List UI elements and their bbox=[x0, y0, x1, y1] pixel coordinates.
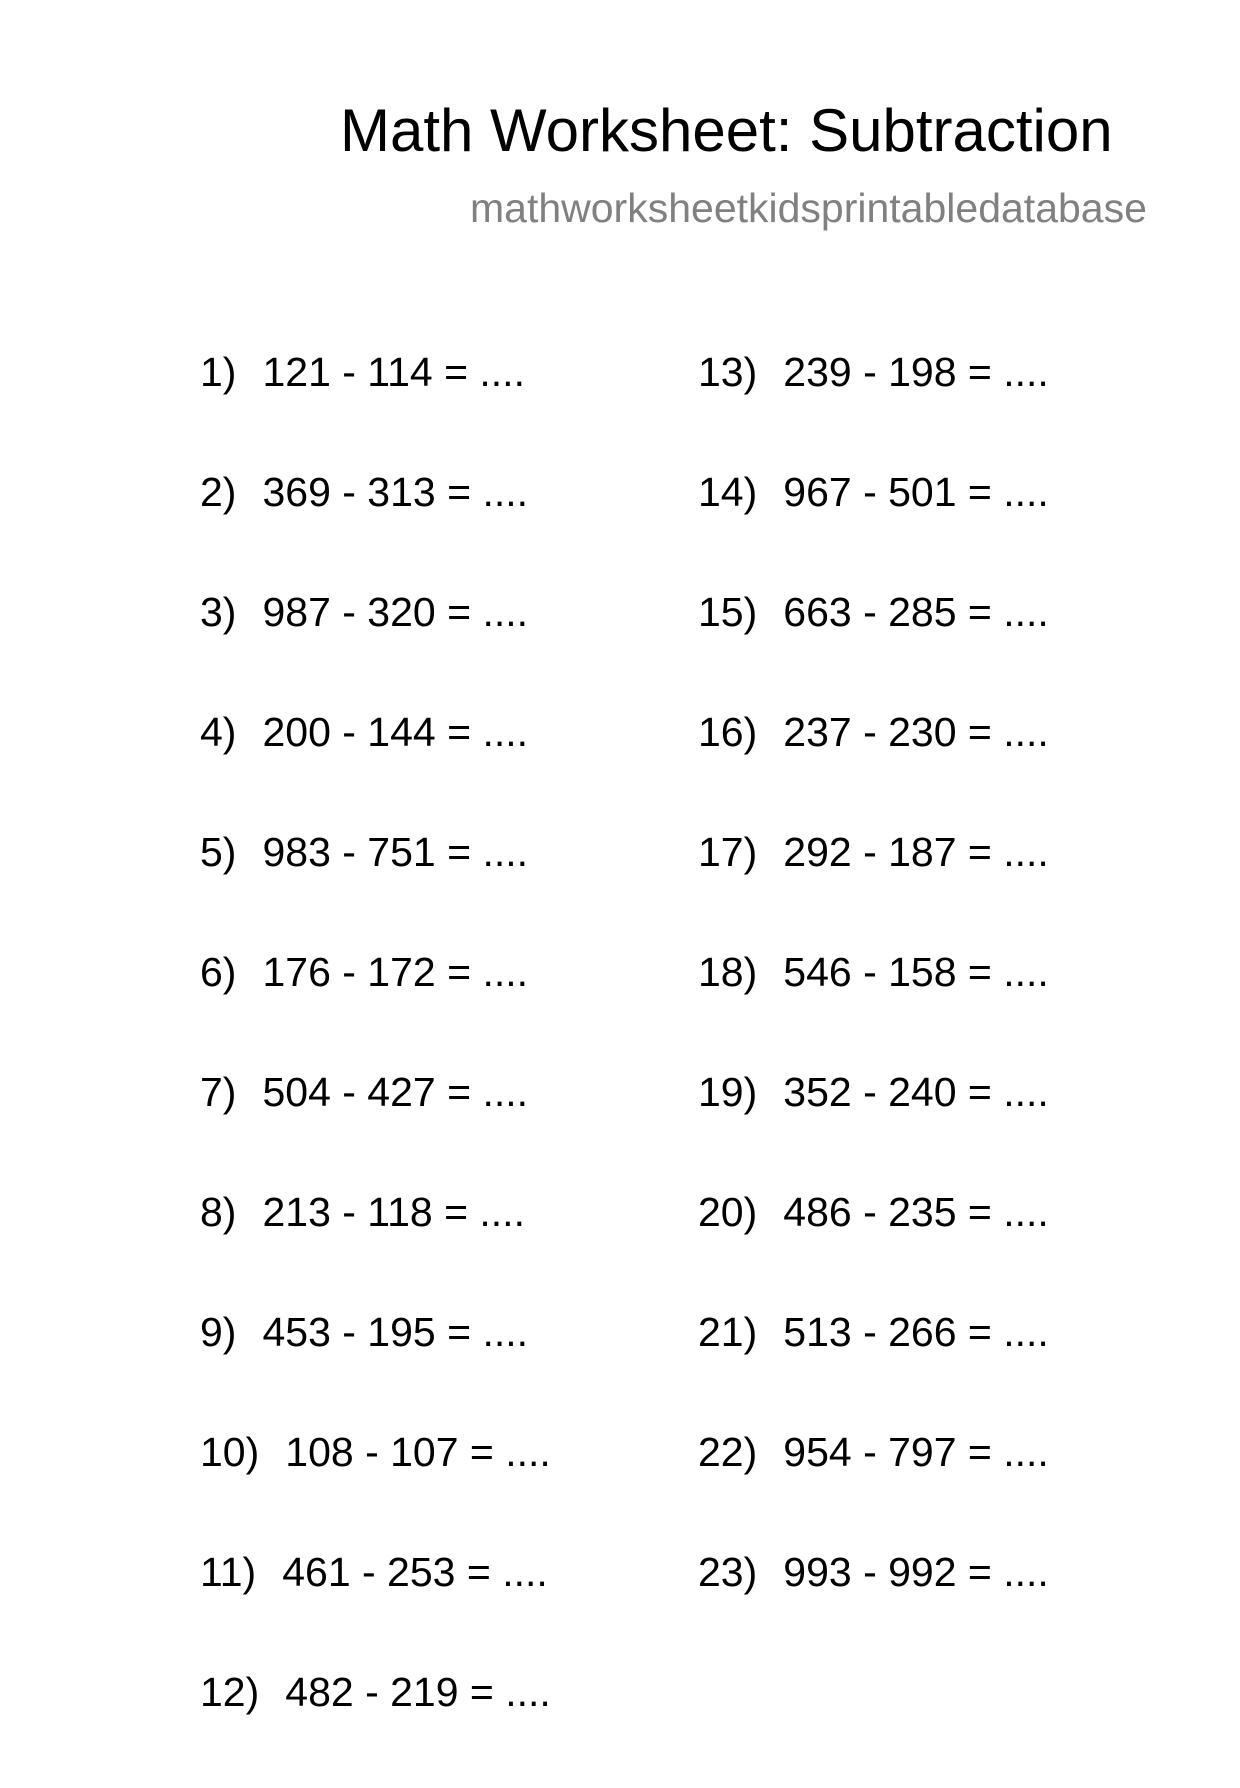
problem-expression: 237 - 230 = .... bbox=[783, 709, 1049, 755]
problem-15 bbox=[698, 588, 1049, 708]
problem-number: 21) bbox=[698, 1309, 758, 1355]
problem-number: 18) bbox=[698, 949, 758, 995]
problem-expression: 121 - 114 = .... bbox=[262, 349, 525, 395]
problem-17 bbox=[698, 828, 1049, 948]
problem-number: 9) bbox=[200, 1309, 237, 1355]
page-subtitle: mathworksheetkidsprintabledatabase bbox=[470, 185, 1147, 231]
problem-14 bbox=[698, 468, 1049, 588]
problem-expression: 108 - 107 = .... bbox=[285, 1429, 551, 1475]
problem-number: 5) bbox=[200, 829, 237, 875]
problem-number: 13) bbox=[698, 349, 758, 395]
problem-expression: 546 - 158 = .... bbox=[783, 949, 1049, 995]
problem-expression: 967 - 501 = .... bbox=[783, 469, 1049, 515]
problem-expression: 369 - 313 = .... bbox=[262, 469, 529, 515]
problem-4 bbox=[200, 708, 551, 828]
problem-expression: 461 - 253 = .... bbox=[282, 1549, 548, 1595]
problem-5 bbox=[200, 828, 551, 948]
problem-expression: 213 - 118 = .... bbox=[262, 1189, 525, 1235]
problem-number: 6) bbox=[200, 949, 237, 995]
problem-expression: 954 - 797 = .... bbox=[783, 1429, 1049, 1475]
problem-23 bbox=[698, 1548, 1049, 1668]
problem-21 bbox=[698, 1308, 1049, 1428]
problem-number: 16) bbox=[698, 709, 758, 755]
problem-number: 10) bbox=[200, 1429, 260, 1475]
problem-3 bbox=[200, 588, 551, 708]
problem-expression: 486 - 235 = .... bbox=[783, 1189, 1049, 1235]
problem-16 bbox=[698, 708, 1049, 828]
problem-expression: 352 - 240 = .... bbox=[783, 1069, 1049, 1115]
problem-number: 11) bbox=[200, 1549, 257, 1595]
problem-18 bbox=[698, 948, 1049, 1068]
problem-expression: 993 - 992 = .... bbox=[783, 1549, 1049, 1595]
problem-number: 19) bbox=[698, 1069, 758, 1115]
problem-13 bbox=[698, 348, 1049, 468]
problem-11 bbox=[200, 1548, 551, 1668]
problem-12 bbox=[200, 1668, 551, 1788]
problem-2 bbox=[200, 468, 551, 588]
problem-expression: 513 - 266 = .... bbox=[783, 1309, 1049, 1355]
problem-column-left bbox=[200, 348, 551, 1788]
problem-number: 2) bbox=[200, 469, 237, 515]
problem-expression: 983 - 751 = .... bbox=[262, 829, 529, 875]
problem-expression: 176 - 172 = .... bbox=[262, 949, 529, 995]
problem-number: 1) bbox=[200, 349, 237, 395]
problem-19 bbox=[698, 1068, 1049, 1188]
problem-number: 15) bbox=[698, 589, 758, 635]
problem-number: 17) bbox=[698, 829, 758, 875]
problem-expression: 453 - 195 = .... bbox=[262, 1309, 529, 1355]
problem-number: 14) bbox=[698, 469, 758, 515]
problem-expression: 200 - 144 = .... bbox=[262, 709, 529, 755]
problem-9 bbox=[200, 1308, 551, 1428]
problem-10 bbox=[200, 1428, 551, 1548]
problem-expression: 482 - 219 = .... bbox=[285, 1669, 551, 1715]
problem-1 bbox=[200, 348, 551, 468]
page-title: Math Worksheet: Subtraction bbox=[340, 97, 1113, 164]
problem-number: 23) bbox=[698, 1549, 758, 1595]
problem-22 bbox=[698, 1428, 1049, 1548]
problem-6 bbox=[200, 948, 551, 1068]
problem-expression: 987 - 320 = .... bbox=[262, 589, 529, 635]
problem-8 bbox=[200, 1188, 551, 1308]
problem-expression: 504 - 427 = .... bbox=[262, 1069, 529, 1115]
problem-number: 20) bbox=[698, 1189, 758, 1235]
problem-number: 12) bbox=[200, 1669, 260, 1715]
problem-20 bbox=[698, 1188, 1049, 1308]
problem-number: 7) bbox=[200, 1069, 237, 1115]
problem-expression: 663 - 285 = .... bbox=[783, 589, 1049, 635]
problem-expression: 239 - 198 = .... bbox=[783, 349, 1049, 395]
problem-number: 4) bbox=[200, 709, 237, 755]
problem-number: 8) bbox=[200, 1189, 237, 1235]
problem-number: 22) bbox=[698, 1429, 758, 1475]
problem-7 bbox=[200, 1068, 551, 1188]
problem-number: 3) bbox=[200, 589, 237, 635]
problem-column-right bbox=[698, 348, 1049, 1668]
problem-expression: 292 - 187 = .... bbox=[783, 829, 1049, 875]
